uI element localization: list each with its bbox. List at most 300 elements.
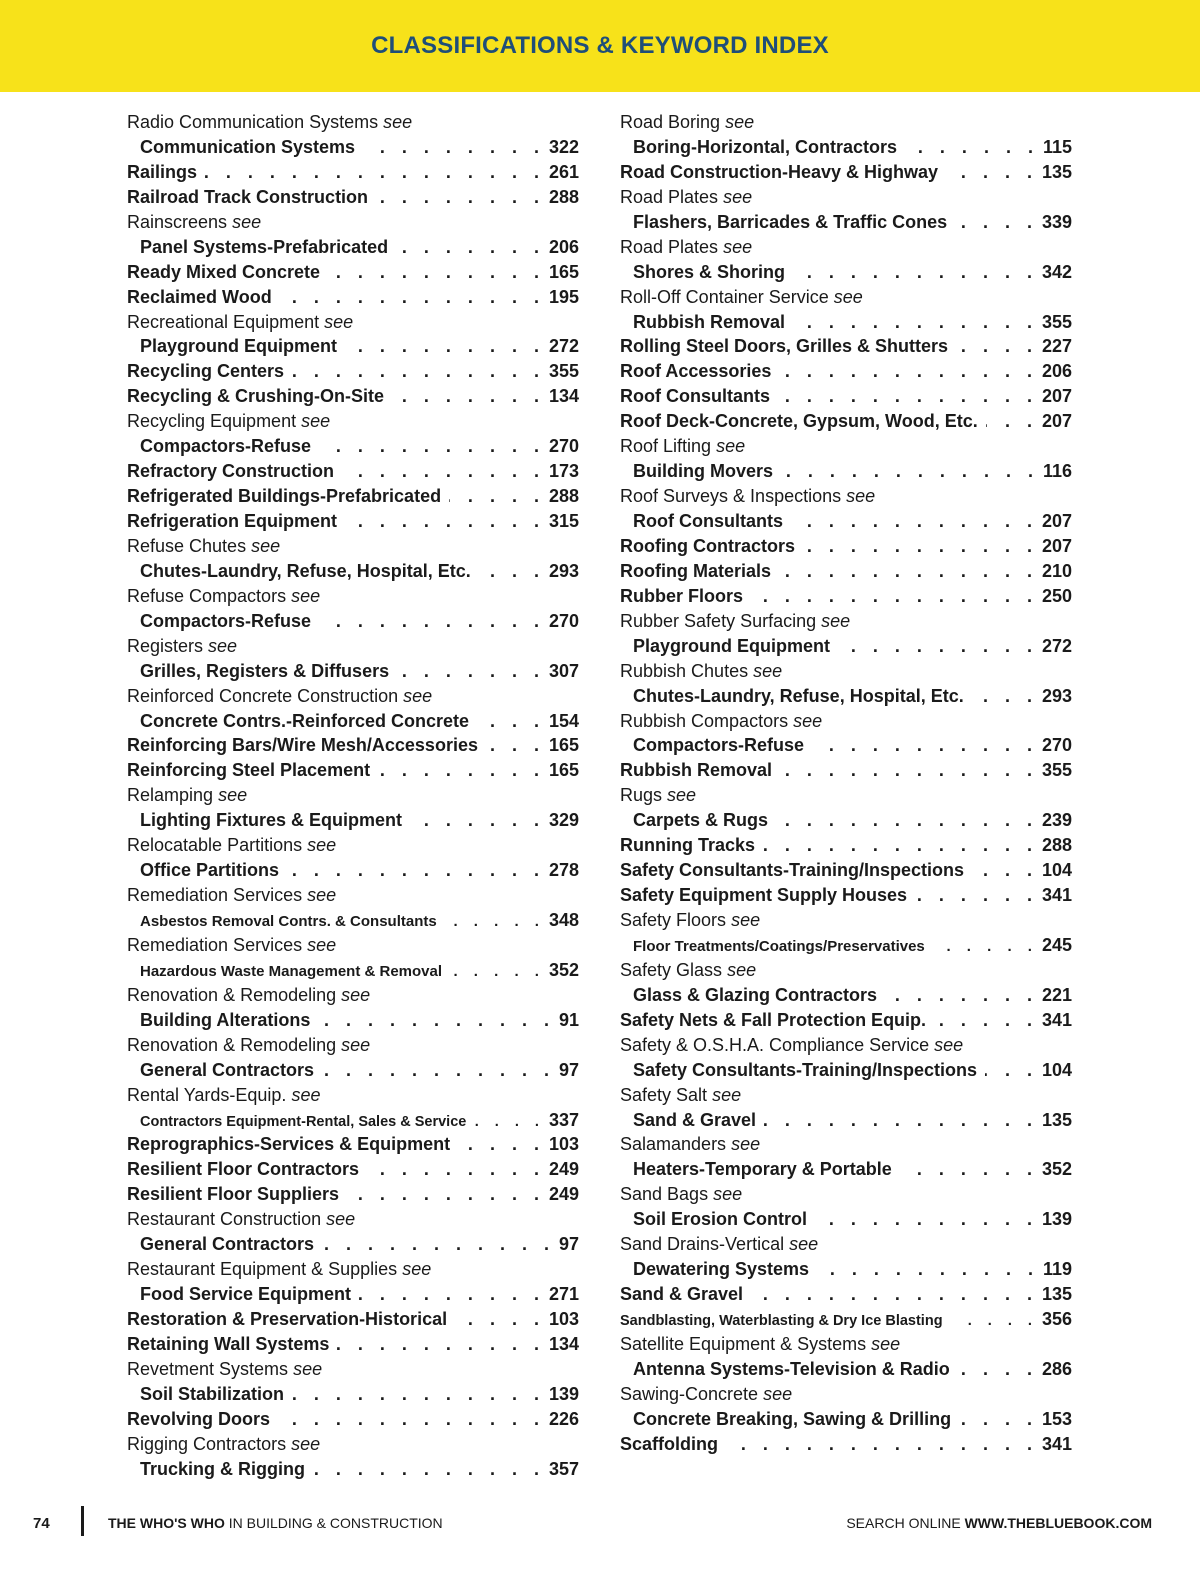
page-reference: 357 (548, 1458, 579, 1479)
entry-label: Safety Equipment Supply Houses (620, 885, 908, 906)
page-reference: 341 (1041, 1009, 1072, 1030)
see-label: see (402, 1259, 432, 1280)
dot-leader (278, 1407, 545, 1432)
entry-label: Recycling Equipment (127, 411, 297, 432)
entry-label: Sand & Gravel (620, 1284, 744, 1305)
index-entry (127, 459, 579, 484)
page-reference: 173 (548, 461, 579, 482)
index-entry (620, 1207, 1072, 1232)
entry-label: Sand Bags (620, 1184, 709, 1205)
see-label: see (727, 959, 757, 980)
page-reference: 165 (548, 760, 579, 781)
page-reference: 355 (1041, 311, 1072, 332)
index-entry (127, 808, 579, 833)
see-label: see (793, 710, 823, 731)
index-entry (127, 1157, 579, 1182)
index-entry (620, 260, 1072, 285)
index-entry (620, 334, 1072, 359)
page-reference: 341 (1041, 1433, 1072, 1454)
entry-label: General Contractors (140, 1234, 315, 1255)
entry-label: Satellite Equipment & Systems (620, 1333, 867, 1354)
header-banner (0, 0, 1200, 92)
entry-label: Road Construction-Heavy & Highway (620, 161, 939, 182)
page-reference: 207 (1041, 535, 1072, 556)
entry-label: Restaurant Construction (127, 1209, 322, 1230)
entry-label: Ready Mixed Concrete (127, 261, 321, 282)
index-entry (127, 1307, 579, 1332)
index-entry (620, 1157, 1072, 1182)
entry-label: Sand Drains-Vertical (620, 1234, 785, 1255)
index-entry (127, 908, 579, 933)
see-label: see (871, 1333, 901, 1354)
entry-label: Restoration & Preservation-Historical (127, 1309, 448, 1329)
dot-leader (449, 484, 545, 509)
dot-leader (410, 808, 545, 833)
page-reference: 322 (548, 136, 579, 157)
dot-leader (337, 1332, 545, 1357)
see-label: see (307, 934, 337, 955)
entry-label: Communication Systems (140, 136, 356, 157)
index-cross-reference (127, 210, 579, 235)
index-entry (127, 1058, 579, 1083)
entry-label: Reprographics-Services & Equipment (127, 1134, 451, 1155)
page-reference: 165 (548, 261, 579, 282)
dot-leader (985, 1058, 1038, 1083)
entry-label: Safety Salt (620, 1084, 708, 1105)
page-reference: 139 (548, 1383, 579, 1404)
index-entry (620, 1108, 1072, 1133)
index-entry (127, 609, 579, 634)
page-footer (0, 1505, 1200, 1539)
index-entry (127, 733, 579, 758)
page-reference: 239 (1041, 810, 1072, 831)
page-reference: 293 (548, 560, 579, 581)
index-entry (127, 1457, 579, 1482)
page-reference: 278 (548, 860, 579, 881)
dot-leader (791, 509, 1038, 534)
page-reference: 250 (1041, 585, 1072, 606)
entry-label: Safety Consultants-Training/Inspections (620, 860, 965, 881)
entry-label: Reclaimed Wood (127, 286, 272, 307)
page-reference: 226 (548, 1408, 579, 1429)
entry-label: Rubbish Chutes (620, 660, 749, 681)
entry-label: Soil Stabilization (140, 1383, 285, 1404)
see-label: see (301, 411, 331, 432)
dot-leader (287, 858, 545, 883)
dot-leader (458, 1132, 545, 1157)
index-entry (127, 285, 579, 310)
page-reference: 195 (548, 286, 579, 307)
entry-label: Restaurant Equipment & Supplies (127, 1259, 398, 1280)
entry-label: Roll-Off Container Service (620, 286, 829, 307)
index-cross-reference (620, 1182, 1072, 1207)
entry-label: Resilient Floor Suppliers (127, 1184, 340, 1205)
index-entry (620, 1008, 1072, 1033)
see-label: see (293, 1358, 323, 1379)
entry-label: Panel Systems-Prefabricated (140, 236, 389, 257)
dot-leader (958, 1357, 1038, 1382)
entry-label: Salamanders (620, 1134, 727, 1155)
index-entry (620, 160, 1072, 185)
index-entry (620, 1058, 1072, 1083)
entry-label: Recycling & Crushing-On-Site (127, 386, 385, 407)
index-entry (127, 1332, 579, 1357)
entry-label: Relocatable Partitions (127, 835, 303, 856)
dot-leader (322, 1058, 555, 1083)
entry-label: Office Partitions (140, 860, 280, 881)
page-reference: 329 (548, 810, 579, 831)
dot-leader (342, 459, 545, 484)
index-cross-reference (620, 1332, 1072, 1357)
page-reference: 97 (558, 1234, 579, 1255)
dot-leader (396, 235, 545, 260)
index-entry (620, 135, 1072, 160)
index-entry (620, 733, 1072, 758)
entry-label: Rubbish Removal (620, 760, 773, 781)
dot-leader (793, 310, 1038, 335)
page-reference: 91 (558, 1009, 579, 1030)
entry-label: Roof Surveys & Inspections (620, 486, 842, 507)
website-url[interactable]: WWW.THEBLUEBOOK.COM (964, 1515, 1152, 1531)
page-reference: 104 (1041, 1059, 1072, 1080)
entry-label: Scaffolding (620, 1433, 718, 1454)
index-entry (127, 1108, 579, 1133)
index-entry (127, 858, 579, 883)
entry-label: Retaining Wall Systems (127, 1333, 330, 1354)
dot-leader (345, 334, 545, 359)
see-label: see (326, 1209, 356, 1230)
see-label: see (821, 610, 851, 631)
page-reference: 221 (1041, 984, 1072, 1005)
page-reference: 270 (1041, 735, 1072, 756)
dot-leader (367, 1157, 545, 1182)
dot-leader (951, 1309, 1038, 1334)
dot-leader (280, 285, 545, 310)
entry-label: Compactors-Refuse (140, 610, 312, 631)
index-cross-reference (620, 235, 1072, 260)
entry-label: Rubber Floors (620, 585, 744, 606)
website-link[interactable] (846, 1515, 1152, 1531)
entry-label: Revetment Systems (127, 1358, 289, 1379)
dot-leader (900, 1157, 1038, 1182)
dot-leader (392, 384, 545, 409)
dot-leader (479, 559, 545, 584)
entry-label: Heaters-Temporary & Portable (633, 1159, 892, 1180)
page-reference: 134 (548, 386, 579, 407)
index-cross-reference (127, 634, 579, 659)
index-cross-reference (127, 1207, 579, 1232)
entry-label: Carpets & Rugs (633, 810, 769, 831)
index-cross-reference (620, 1033, 1072, 1058)
page-reference: 272 (1041, 635, 1072, 656)
entry-label: Relamping (127, 785, 214, 806)
dot-leader (956, 334, 1038, 359)
entry-label: Roofing Contractors (620, 535, 795, 556)
index-entry (620, 534, 1072, 559)
see-label: see (753, 660, 783, 681)
page-reference: 288 (548, 486, 579, 507)
entry-label: Contractors Equipment-Rental, Sales & Service (140, 1113, 467, 1130)
index-cross-reference (620, 110, 1072, 135)
index-entry (127, 1132, 579, 1157)
entry-label: Rubbish Compactors (620, 710, 789, 731)
index-entry (620, 684, 1072, 709)
see-label: see (725, 112, 755, 132)
entry-label: Glass & Glazing Contractors (633, 984, 878, 1005)
index-entry (620, 1432, 1072, 1457)
index-cross-reference (127, 1257, 579, 1282)
index-cross-reference (127, 110, 579, 135)
dot-leader (205, 160, 545, 185)
see-label: see (341, 984, 371, 1005)
page-number: 74 (33, 1515, 50, 1532)
entry-label: Floor Treatments/Coatings/Preservatives (633, 937, 925, 955)
page-reference: 355 (1041, 760, 1072, 781)
see-label: see (731, 910, 761, 930)
index-cross-reference (127, 933, 579, 958)
index-cross-reference (127, 983, 579, 1008)
search-label: SEARCH ONLINE (846, 1515, 965, 1531)
dot-leader (946, 160, 1038, 185)
entry-label: Roof Lifting (620, 436, 712, 457)
page-reference: 115 (1042, 136, 1072, 157)
see-label: see (846, 486, 876, 507)
index-cross-reference (620, 1382, 1072, 1407)
dot-leader (363, 135, 545, 160)
dot-leader (959, 1407, 1038, 1432)
dot-leader (885, 983, 1038, 1008)
index-cross-reference (127, 584, 579, 609)
index-cross-reference (620, 185, 1072, 210)
dot-leader (815, 1207, 1038, 1232)
page-reference: 119 (1042, 1259, 1072, 1280)
page-reference: 153 (1041, 1408, 1072, 1429)
entry-label: Boring-Horizontal, Contractors (633, 136, 897, 157)
dot-leader (955, 210, 1038, 235)
index-column-left (127, 110, 579, 1482)
page-reference: 342 (1041, 261, 1072, 282)
page-reference: 270 (548, 610, 579, 631)
entry-label: Asbestos Removal Contrs. & Consultants (140, 913, 437, 930)
publication-name-rest: IN BUILDING & CONSTRUCTION (224, 1515, 443, 1531)
page-reference: 135 (1041, 161, 1072, 182)
index-entry (620, 1407, 1072, 1432)
page-reference: 206 (548, 236, 579, 257)
dot-leader (378, 758, 545, 783)
entry-label: Roof Deck-Concrete, Gypsum, Wood, Etc. (620, 411, 978, 432)
page-reference: 355 (548, 361, 579, 382)
index-entry (127, 758, 579, 783)
page-reference: 135 (1041, 1109, 1072, 1130)
index-entry (127, 334, 579, 359)
index-entry (620, 858, 1072, 883)
dot-leader (347, 1182, 545, 1207)
see-label: see (232, 211, 262, 232)
see-label: see (667, 785, 697, 806)
page-reference: 272 (548, 336, 579, 357)
dot-leader (292, 359, 545, 384)
index-column-right (620, 110, 1072, 1457)
page-reference: 207 (1041, 386, 1072, 407)
dot-leader (934, 1008, 1038, 1033)
page-reference: 210 (1041, 560, 1072, 581)
page-reference: 116 (1042, 461, 1072, 482)
dot-leader (397, 659, 545, 684)
dot-leader (779, 359, 1038, 384)
dot-leader (486, 733, 545, 758)
page-reference: 356 (1041, 1309, 1072, 1329)
dot-leader (474, 1110, 545, 1135)
entry-label: Safety Nets & Fall Protection Equip. (620, 1009, 927, 1030)
page-reference: 286 (1041, 1358, 1072, 1379)
entry-label: Building Movers (633, 461, 774, 482)
see-label: see (291, 585, 321, 606)
dot-leader (319, 609, 545, 634)
entry-label: Refuse Chutes (127, 535, 247, 556)
index-entry (620, 833, 1072, 858)
index-cross-reference (620, 609, 1072, 634)
index-entry (620, 634, 1072, 659)
see-label: see (731, 1134, 761, 1155)
dot-leader (477, 709, 545, 734)
entry-label: Revolving Doors (127, 1408, 271, 1429)
dot-leader (328, 260, 545, 285)
index-cross-reference (127, 534, 579, 559)
entry-label: Roof Consultants (620, 386, 770, 407)
index-entry (620, 1307, 1072, 1332)
index-entry (127, 260, 579, 285)
entry-label: Running Tracks (620, 835, 756, 856)
dot-leader (972, 858, 1038, 883)
dot-leader (292, 1382, 545, 1407)
see-label: see (291, 1084, 321, 1105)
index-entry (127, 659, 579, 684)
page-reference: 207 (1041, 511, 1072, 531)
dot-leader (751, 584, 1038, 609)
dot-leader (450, 960, 545, 985)
see-label: see (291, 1433, 321, 1454)
see-label: see (251, 535, 281, 556)
entry-label: Playground Equipment (633, 635, 831, 656)
index-entry (620, 758, 1072, 783)
index-cross-reference (127, 1432, 579, 1457)
page-title: CLASSIFICATIONS & KEYWORD INDEX (371, 32, 829, 59)
index-entry (620, 559, 1072, 584)
page-reference: 315 (548, 511, 579, 531)
page-reference: 206 (1041, 361, 1072, 382)
dot-leader (776, 808, 1038, 833)
see-label: see (307, 835, 337, 856)
entry-label: Antenna Systems-Television & Radio (633, 1358, 950, 1379)
dot-leader (726, 1432, 1038, 1457)
entry-label: Reinforcing Steel Placement (127, 760, 371, 781)
entry-label: Compactors-Refuse (633, 735, 805, 756)
dot-leader (751, 1282, 1038, 1307)
page-reference: 348 (548, 910, 579, 930)
index-cross-reference (620, 783, 1072, 808)
index-entry (620, 210, 1072, 235)
dot-leader (838, 634, 1038, 659)
entry-label: Roofing Materials (620, 560, 772, 581)
index-entry (620, 1357, 1072, 1382)
index-entry (127, 709, 579, 734)
page-reference: 261 (548, 161, 579, 182)
page-reference: 139 (1041, 1209, 1072, 1230)
page-reference: 104 (1041, 860, 1072, 881)
entry-label: Recycling Centers (127, 361, 285, 382)
entry-label: Lighting Fixtures & Equipment (140, 810, 402, 831)
entry-label: General Contractors (140, 1059, 315, 1080)
see-label: see (713, 1184, 743, 1205)
entry-label: Dewatering Systems (633, 1259, 810, 1280)
index-entry (620, 1282, 1072, 1307)
entry-label: Rubber Safety Surfacing (620, 610, 817, 631)
see-label: see (324, 311, 354, 332)
index-cross-reference (127, 310, 579, 335)
index-cross-reference (620, 908, 1072, 933)
dot-leader (915, 883, 1038, 908)
see-label: see (383, 112, 413, 132)
entry-label: Rigging Contractors (127, 1433, 287, 1454)
index-entry (620, 310, 1072, 335)
entry-label: Railings (127, 161, 198, 182)
page-reference: 341 (1041, 885, 1072, 906)
page-reference: 352 (548, 959, 579, 980)
index-entry (127, 434, 579, 459)
entry-label: Refuse Compactors (127, 585, 287, 606)
entry-label: Sawing-Concrete (620, 1383, 759, 1404)
dot-leader (780, 758, 1038, 783)
index-entry (127, 1182, 579, 1207)
index-entry (620, 808, 1072, 833)
publication-name (108, 1515, 443, 1531)
index-cross-reference (620, 1232, 1072, 1257)
entry-label: Building Alterations (140, 1009, 311, 1030)
index-cross-reference (127, 684, 579, 709)
entry-label: Refractory Construction (127, 461, 335, 482)
entry-label: Rainscreens (127, 211, 228, 232)
entry-label: Road Plates (620, 236, 719, 257)
entry-label: Recreational Equipment (127, 311, 320, 332)
dot-leader (376, 185, 545, 210)
see-label: see (218, 785, 248, 806)
entry-label: Safety Floors (620, 910, 727, 930)
index-entry (127, 160, 579, 185)
index-cross-reference (127, 1083, 579, 1108)
dot-leader (812, 733, 1038, 758)
see-label: see (934, 1034, 964, 1055)
index-entry (620, 359, 1072, 384)
dot-leader (778, 384, 1038, 409)
index-entry (620, 933, 1072, 958)
dot-leader (972, 684, 1038, 709)
index-cross-reference (127, 1357, 579, 1382)
entry-label: Sand & Gravel (633, 1109, 757, 1130)
page-reference: 270 (548, 436, 579, 457)
dot-leader (319, 434, 545, 459)
see-label: see (833, 286, 863, 307)
index-entry (127, 235, 579, 260)
entry-label: Chutes-Laundry, Refuse, Hospital, Etc. (140, 560, 471, 581)
entry-label: Rugs (620, 785, 663, 806)
dot-leader (345, 509, 545, 534)
page-reference: 271 (548, 1284, 579, 1305)
dot-leader (322, 1232, 555, 1257)
index-entry (127, 958, 579, 983)
index-cross-reference (620, 285, 1072, 310)
entry-label: Resilient Floor Contractors (127, 1159, 360, 1180)
page-reference: 165 (548, 735, 579, 756)
